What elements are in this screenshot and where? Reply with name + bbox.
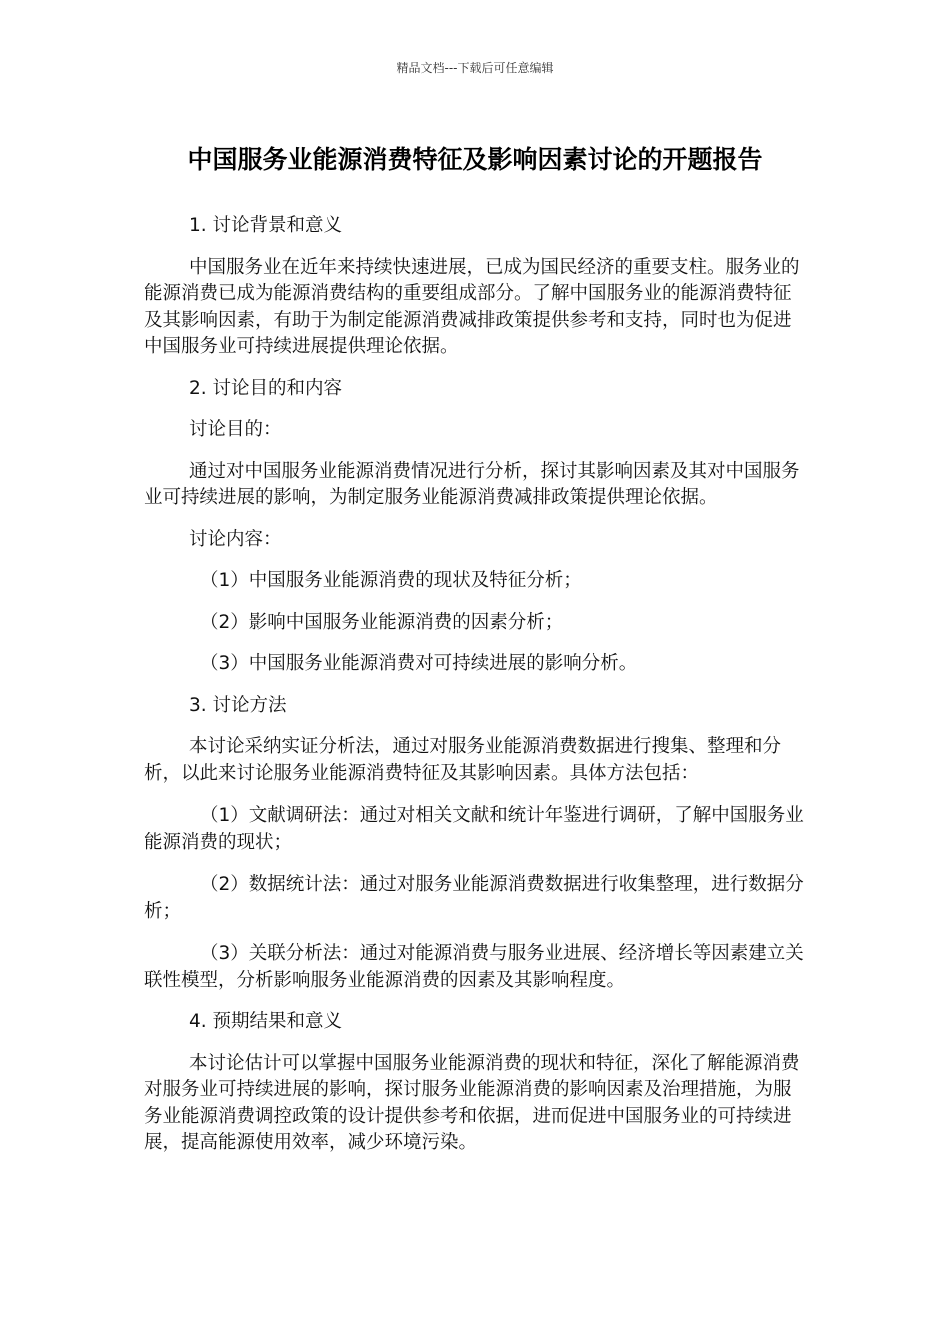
section-3-paragraph: 本讨论采纳实证分析法，通过对服务业能源消费数据进行搜集、整理和分析，以此来讨论服务业能源消费特征及其影响因素。具体方法包括： — [144, 736, 782, 784]
page-header: 精品文档---下载后可任意编辑 — [396, 61, 554, 75]
section-2-goal-paragraph: 通过对中国服务业能源消费情况进行分析，探讨其影响因素及其对中国服务业可持续进展的影响，为制定服务业能源消费减排政策提供理论依据。 — [144, 460, 800, 508]
section-4-paragraph: 本讨论估计可以掌握中国服务业能源消费的现状和特征，深化了解能源消费对服务业可持续进展的影响，探讨服务业能源消费的影响因素及治理措施，为服务业能源消费调控政策的设计提供参考和依据，进而促进中国服务业的可持续进展，提高能源使用效率，减少环境污染。 — [144, 1052, 800, 1153]
section-3-item-2: （2）数据统计法：通过对服务业能源消费数据进行收集整理，进行数据分析； — [144, 874, 804, 922]
section-3-item-3: （3）关联分析法：通过对能源消费与服务业进展、经济增长等因素建立关联性模型，分析影响服务业能源消费的因素及其影响程度。 — [144, 943, 804, 991]
section-3-heading: 3. 讨论方法 — [189, 694, 287, 716]
section-2-heading: 2. 讨论目的和内容 — [189, 377, 343, 399]
section-2-content-label: 讨论内容： — [189, 528, 282, 550]
section-3-item-1: （1）文献调研法：通过对相关文献和统计年鉴进行调研，了解中国服务业能源消费的现状； — [144, 805, 804, 853]
document-body — [144, 213, 806, 1157]
document-title: 中国服务业能源消费特征及影响因素讨论的开题报告 — [187, 145, 763, 174]
section-4-heading: 4. 预期结果和意义 — [189, 1011, 343, 1032]
section-2-goal-label: 讨论目的： — [189, 419, 282, 440]
section-2-item-2: （2）影响中国服务业能源消费的因素分析； — [200, 611, 564, 633]
section-1-paragraph: 中国服务业在近年来持续快速进展，已成为国民经济的重要支柱。服务业的能源消费已成为能源消费结构的重要组成部分。了解中国服务业的能源消费特征及其影响因素，有助于为制定能源消费减排政策提供参考和支持，同时也为促进中国服务业可持续进展提供理论依据。 — [144, 256, 800, 357]
section-1-heading: 1. 讨论背景和意义 — [189, 215, 343, 236]
section-2-item-3: （3）中国服务业能源消费对可持续进展的影响分析。 — [200, 653, 638, 674]
section-2-item-1: （1）中国服务业能源消费的现状及特征分析； — [200, 570, 582, 591]
